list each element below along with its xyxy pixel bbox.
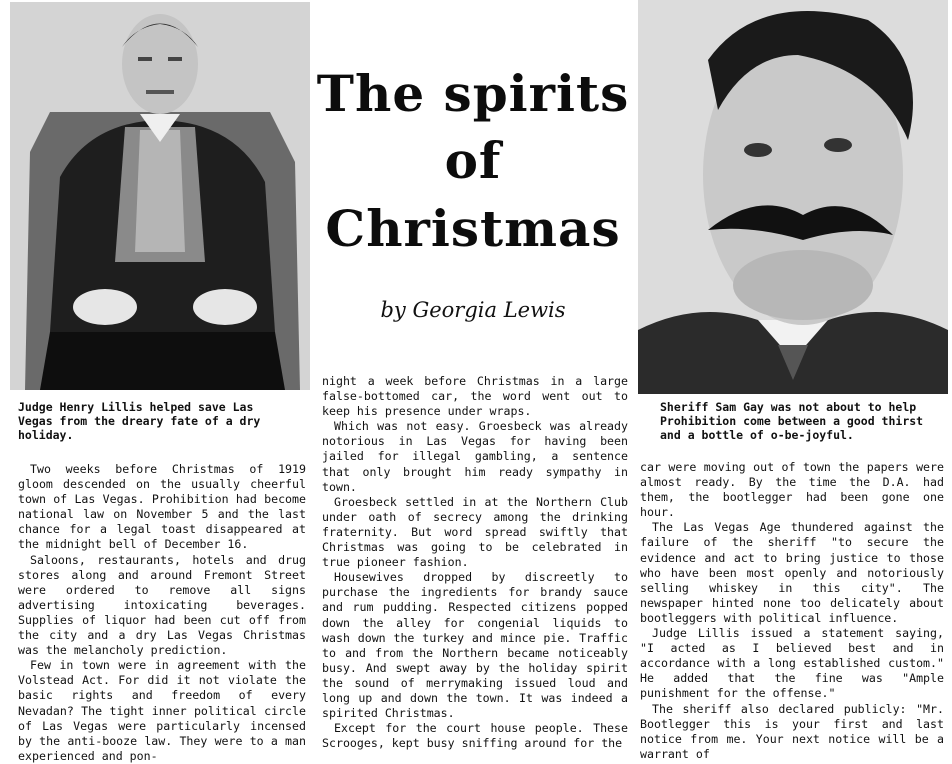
paragraph: car were moving out of town the papers were almost ready. By the time the D.A. had them, the bootlegger had been gone one hour. [640,460,944,520]
article-column-right [640,460,944,761]
judge-caption: Judge Henry Lillis helped save Las Vegas from the dreary fate of a dry holiday. [18,400,261,442]
sheriff-caption: Sheriff Sam Gay was not about to help Prohibition come between a good thirst and a bottle of o-be-joyful. [660,400,924,442]
sheriff-portrait-image [638,0,948,394]
headline [312,60,634,264]
paragraph: Which was not easy. Groesbeck was already notorious in Las Vegas for having been jailed for illegal gambling, a sentence that only brought him ready sympathy in town. [322,419,628,494]
paragraph: Housewives dropped by discreetly to purchase the ingredients for brandy sauce and rum pudding. Respected citizens popped down the alley for congenial liquids to wash down the turkey and mince pie. Traffic to and from the Northern became noticeably busy. And swept away by the holiday spirit the sound of merrymaking issued loud and long up and down the town. It was indeed a spirited Christmas. [322,570,628,721]
paragraph: night a week before Christmas in a large false-bottomed car, the word went out to keep his presence under wraps. [322,374,628,419]
paragraph: Few in town were in agreement with the Volstead Act. For did it not violate the basic rights and freedom of every Nevadan? The tight inner political circle of Las Vegas were particularly incensed by the anti-booze law. They were to a man experienced and pon- [18,658,306,763]
headline-line-2: of [444,131,502,190]
paragraph: The Las Vegas Age thundered against the failure of the sheriff "to secure the evidence and act to bring justice to those who have been most openly and notoriously selling whiskey in this city". The newspaper hinted none too delicately about bootleggers with political influence. [640,520,944,625]
paragraph: The sheriff also declared publicly: "Mr. Bootlegger this is your first and last notice from me. Your next notice will be a warrant of [640,701,944,761]
paragraph: Except for the court house people. These Scrooges, kept busy sniffing around for the [322,721,628,751]
paragraph: Judge Lillis issued a statement saying, "I acted as I believed best and in accordance with a long established custom." He added that the fine was "Ample punishment for the offense." [640,626,944,701]
article-column-middle [322,374,628,751]
headline-line-3: Christmas [325,199,621,258]
judge-portrait-image [10,2,310,390]
judge-photo [10,2,310,390]
headline-line-1: The spirits [316,64,630,123]
paragraph: Saloons, restaurants, hotels and drug stores along and around Fremont Street were ordered to remove all signs advertising intoxicating beverages. Supplies of liquor had been cut off from the city and a dry Las Vegas Christmas was the melancholy prediction. [18,552,306,658]
paragraph: Two weeks before Christmas of 1919 gloom descended on the usually cheerful town of Las Vegas. Prohibition had become national law on November 5 and the last chance for a legal toast disappeared at the midnight bell of December 16. [18,462,306,552]
paragraph: Groesbeck settled in at the Northern Club under oath of secrecy among the drinking fraternity. But word spread swiftly that Christmas was going to be celebrated in true pioneer fashion. [322,494,628,570]
sheriff-photo [638,0,948,394]
article-column-left [18,462,306,763]
byline: by Georgia Lewis [380,298,566,322]
